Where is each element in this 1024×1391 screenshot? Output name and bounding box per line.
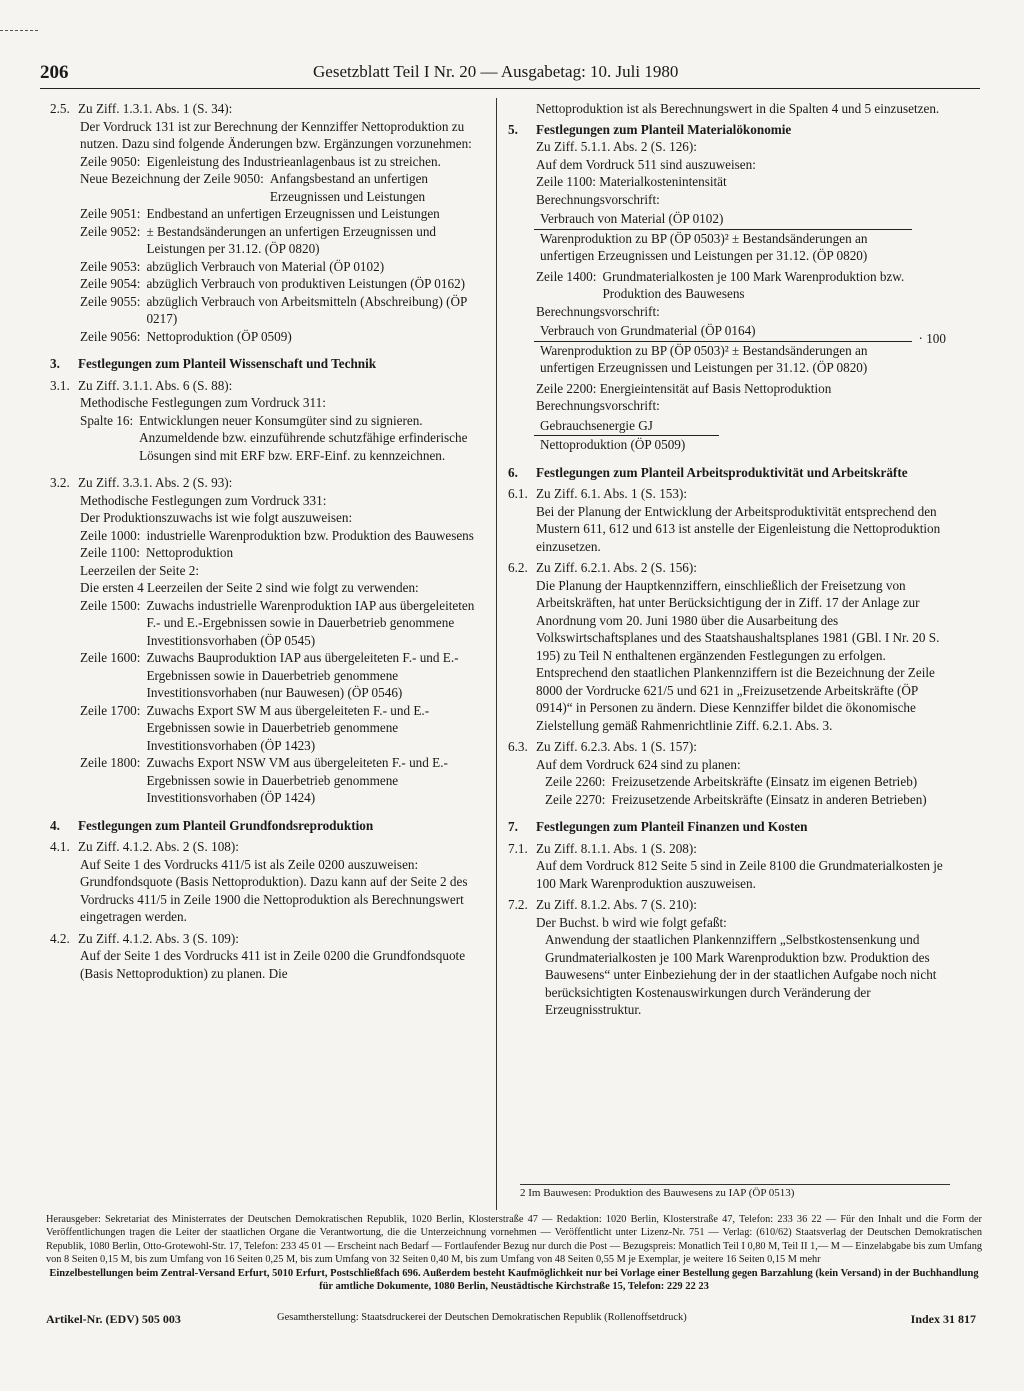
line-item: Zeile 9054: abzüglich Verbrauch von produktiven Leistungen (ÖP 0162) [80, 276, 466, 291]
index-number: Index 31 817 [910, 1312, 976, 1326]
line-item: Zeile 1700: Zuwachs Export SW M aus übergeleiteten F.- und E.-Ergebnissen sowie in Dauerbetrieb genommene Investitionsvorhaben (ÖP 1423) [80, 702, 430, 753]
line-item: Spalte 16: Entwicklungen neuer Konsumgüter sind zu signieren. Anzumeldende bzw. einzuführende schutzfähige erfinderische Lösungen sind mit ERF bzw. ERF-Einf. zu kennzeichnen. [80, 412, 468, 463]
header-rule [40, 88, 980, 89]
formula-factor: · 100 [918, 331, 946, 346]
line-item: Zeile 1100: Nettoproduktion [80, 545, 234, 560]
formula-denominator: Warenproduktion zu BP (ÖP 0503)² ± Bestandsänderungen an unfertigen Erzeugnissen und Leistungen per 31.12. (ÖP 0820) [540, 342, 868, 375]
line-item: Zeile 9051: Endbestand an unfertigen Erzeugnissen und Leistungen [80, 206, 440, 221]
subsection-3-1: 3.1. Zu Ziff. 3.1.1. Abs. 6 (S. 88): [50, 377, 233, 393]
subsection-3-2: 3.2. Zu Ziff. 3.3.1. Abs. 2 (S. 93): [50, 475, 233, 490]
line-item: Zeile 9052: ± Bestandsänderungen an unfertigen Erzeugnissen und Leistungen per 31.12. (ÖP 0820) [80, 223, 437, 256]
paragraph: Der Vordruck 131 ist zur Berechnung der Kennziffer Nettoproduktion zu nutzen. Dazu sind folgende Änderungen bzw. Ergänzungen vorzunehmen: [80, 118, 472, 151]
subsection-5-1: Zu Ziff. 5.1.1. Abs. 2 (S. 126): [536, 139, 697, 154]
subsection-7-1: 7.1. Zu Ziff. 8.1.1. Abs. 1 (S. 208): [508, 840, 697, 856]
line-item: Zeile 1600: Zuwachs Bauproduktion IAP aus übergeleiteten F.- und E.-Ergebnissen sowie in Dauerbetrieb genommene Investitionsvorhaben (nur Bauwesen) (ÖP 0546) [80, 650, 459, 700]
paragraph: Die ersten 4 Leerzeilen der Seite 2 sind wie folgt zu verwenden: [80, 580, 419, 595]
formula-numerator: Verbrauch von Grundmaterial (ÖP 0164) [534, 322, 912, 342]
footnote: 2 Im Bauwesen: Produktion des Bauwesens zu IAP (ÖP 0513) [520, 1184, 950, 1199]
right-column [508, 100, 948, 1019]
paragraph: Leerzeilen der Seite 2: [80, 562, 199, 578]
paragraph: Nettoproduktion ist als Berechnungswert in die Spalten 4 und 5 einzusetzen. [536, 101, 940, 116]
formula-basic-material-costs [534, 322, 946, 377]
line-item: Zeile 9055: abzüglich Verbrauch von Arbeitsmitteln (Abschreibung) (ÖP 0217) [80, 293, 467, 326]
formula-material-intensity [534, 210, 912, 265]
formula-denominator: Warenproduktion zu BP (ÖP 0503)² ± Bestandsänderungen an unfertigen Erzeugnissen und Leistungen per 31.12. (ÖP 0820) [540, 230, 868, 263]
formula-numerator: Verbrauch von Material (ÖP 0102) [534, 210, 912, 230]
subsection-2-5: 2.5. Zu Ziff. 1.3.1. Abs. 1 (S. 34): [50, 101, 233, 116]
section-6-heading: 6. Festlegungen zum Planteil Arbeitsproduktivität und Arbeitskräfte [508, 464, 908, 480]
paragraph: Auf Seite 1 des Vordrucks 411/5 ist als Zeile 0200 auszuweisen: [80, 856, 419, 872]
header-title: Gesetzblatt Teil I Nr. 20 — Ausgabetag: 10. Juli 1980 [313, 62, 679, 81]
paragraph: Auf dem Vordruck 812 Seite 5 sind in Zeile 8100 die Grundmaterialkosten je 100 Mark Warenproduktion auszuweisen. [536, 858, 943, 891]
article-number: Artikel-Nr. (EDV) 505 003 [46, 1312, 181, 1326]
paragraph: Anwendung der staatlichen Plankennziffern „Selbstkostensenkung und Grundmaterialkosten je 100 Mark Warenproduktion bzw. Produktion des Bauwesens“ unter Einbeziehung der in der staatlichen Aufgabe noch nicht berücksichtigten Kostenauswirkungen durch Veränderung der Erzeugnisstruktur. [545, 932, 937, 1017]
subsection-7-2: 7.2. Zu Ziff. 8.1.2. Abs. 7 (S. 210): [508, 897, 697, 912]
paragraph: Der Produktionszuwachs ist wie folgt auszuweisen: [80, 510, 353, 525]
subsection-6-1: 6.1. Zu Ziff. 6.1. Abs. 1 (S. 153): [508, 486, 688, 501]
line-item: Zeile 1800: Zuwachs Export NSW VM aus übergeleiteten F.- und E.-Ergebnissen sowie in Dauerbetrieb genommene Investitionsvorhaben (ÖP 1424) [80, 755, 448, 805]
column-divider [496, 98, 497, 1210]
scan-mark [0, 30, 38, 31]
formula-denominator: Nettoproduktion (ÖP 0509) [540, 437, 686, 452]
section-4-heading: 4. Festlegungen zum Planteil Grundfondsreproduktion [50, 817, 374, 833]
line-item: Zeile 2260: Freizusetzende Arbeitskräfte (Einsatz im eigenen Betrieb) [545, 774, 918, 789]
imprint-text: Herausgeber: Sekretariat des Ministerrates der Deutschen Demokratischen Republik, 1020 Berlin, Klosterstraße 47 — Redaktion: 1020 Berlin, Klosterstraße 47, Telefon: 233 36 22 — Für den Inhalt und die Form der Veröffentlichungen tragen die Leiter der staatlichen Organe die Verantwortung, die die Unterzeichnung vornehmen — Veröffentlicht unter Lizenz-Nr. 751 — Verlag: (610/62) Staatsverlag der Deutschen Demokratischen Republik, 1080 Berlin, Otto-Grotewohl-Str. 17, Telefon: 233 45 01 — Erscheint nach Bedarf — Fortlaufender Bezug nur durch die Post — Bezugspreis: Monatlich Teil I 0,80 M, Teil II 1,— M — Einzelabgabe bis zum Umfang von 8 Seiten 0,15 M, bis zum Umfang von 16 Seiten 0,25 M, bis zum Umfang von 32 Seiten 0,40 M, bis zum Umfang von 48 Seiten 0,55 M je Exemplar, je weitere 16 Seiten 0,15 M mehr [46, 1214, 982, 1266]
printer-line: Gesamtherstellung: Staatsdruckerei der Deutschen Demokratischen Republik (Rollenoffsetdruck) [277, 1312, 687, 1323]
section-5-heading: 5. Festlegungen zum Planteil Materialökonomie [508, 121, 792, 137]
subsection-4-2: 4.2. Zu Ziff. 4.1.2. Abs. 3 (S. 109): [50, 930, 239, 946]
line-item: Zeile 1000: industrielle Warenproduktion bzw. Produktion des Bauwesens [80, 527, 474, 543]
paragraph: Die Planung der Hauptkennziffern, einschließlich der Freisetzung von Arbeitskräften, hat unter Berücksichtigung der in Ziff. 17 der Anlage zur Anordnung vom 20. Juni 1980 über die Ausarbeitung des Volkswirtschaftsplanes und des Staatshaushaltsplanes 1981 (GBl. I Nr. 20 S. 195) zu Teil N enthaltenen ergänzenden Festlegungen zu erfolgen. Entsprechend den staatlichen Plankennziffern ist die Bezeichnung der Zeile 8000 der Vordrucke 621/5 und 621 in „Freizusetzende Arbeitskräfte (ÖP 0914)“ in Personen zu ändern. Diese Kennziffer bildet die ökonomische Zielstellung gemäß Rahmenrichtlinie Ziff. 6.2.1. Abs. 3. [536, 577, 940, 733]
paragraph: Grundfondsquote (Basis Nettoproduktion). Dazu kann auf der Seite 2 des Vordrucks 411/5 in Zeile 1900 die Nettoproduktion als Berechnungswert eingetragen werden. [80, 874, 468, 924]
formula-energy-intensity [534, 417, 719, 454]
paragraph: Bei der Planung der Entwicklung der Arbeitsproduktivität entsprechend den Mustern 611, 612 und 613 ist anstelle der Eigenleistung die Nettoproduktion einzusetzen. [536, 503, 941, 554]
paragraph: Der Buchst. b wird wie folgt gefaßt: [536, 914, 727, 930]
line-item: Zeile 9050: Eigenleistung des Industrieanlagenbaus ist zu streichen. [80, 153, 441, 169]
page-footer [46, 1312, 982, 1332]
line-item: Neue Bezeichnung der Zeile 9050: Anfangsbestand an unfertigen Erzeugnissen und Leistungen [80, 171, 429, 204]
ordering-info: Einzelbestellungen beim Zentral-Versand Erfurt, 5010 Erfurt, Postschließfach 696. Außerdem besteht Kaufmöglichkeit nur bei Vorlage einer Bestellung gegen Barzahlung (kein Versand) in der Buchhandlung [49, 1267, 979, 1279]
paragraph: Auf dem Vordruck 624 sind zu planen: [536, 756, 741, 772]
paragraph: Auf der Seite 1 des Vordrucks 411 ist in Zeile 0200 die Grundfondsquote (Basis Nettoproduktion) zu planen. Die [80, 948, 466, 981]
paragraph: Berechnungsvorschrift: [536, 398, 660, 413]
paragraph: Methodische Festlegungen zum Vordruck 311: [80, 395, 326, 410]
subsection-4-1: 4.1. Zu Ziff. 4.1.2. Abs. 2 (S. 108): [50, 839, 239, 854]
page-number: 206 [40, 62, 69, 83]
line-item: Zeile 2270: Freizusetzende Arbeitskräfte (Einsatz in anderen Betrieben) [545, 791, 927, 807]
paragraph: Methodische Festlegungen zum Vordruck 331: [80, 492, 327, 508]
left-column [50, 100, 488, 982]
subsection-6-3: 6.3. Zu Ziff. 6.2.3. Abs. 1 (S. 157): [508, 739, 697, 754]
subsection-6-2: 6.2. Zu Ziff. 6.2.1. Abs. 2 (S. 156): [508, 560, 697, 575]
section-3-heading: 3. Festlegungen zum Planteil Wissenschaft und Technik [50, 356, 377, 371]
paragraph: Berechnungsvorschrift: [536, 303, 660, 319]
line-item: Zeile 9053: abzüglich Verbrauch von Material (ÖP 0102) [80, 258, 385, 274]
paragraph: Zeile 2200: Energieintensität auf Basis Nettoproduktion [536, 380, 832, 396]
paragraph: Berechnungsvorschrift: [536, 191, 660, 207]
page-header [40, 62, 980, 90]
section-7-heading: 7. Festlegungen zum Planteil Finanzen und Kosten [508, 819, 808, 834]
ordering-info-address: für amtliche Dokumente, 1080 Berlin, Neustädtische Kirchstraße 15, Telefon: 229 22 23 [319, 1280, 709, 1292]
paragraph: Auf dem Vordruck 511 sind auszuweisen: [536, 156, 756, 172]
line-item: Zeile 1500: Zuwachs industrielle Warenproduktion IAP aus übergeleiteten F.- und E.-Ergebnissen sowie in Dauerbetrieb genommene Investitionsvorhaben (ÖP 0545) [80, 597, 475, 648]
paragraph: Zeile 1100: Materialkostenintensität [536, 174, 727, 189]
line-item: Zeile 9056: Nettoproduktion (ÖP 0509) [80, 328, 292, 344]
formula-numerator: Gebrauchsenergie GJ [534, 417, 719, 437]
imprint [46, 1213, 982, 1293]
line-item: Zeile 1400: Grundmaterialkosten je 100 Mark Warenproduktion bzw. Produktion des Bauwesens [536, 268, 905, 301]
